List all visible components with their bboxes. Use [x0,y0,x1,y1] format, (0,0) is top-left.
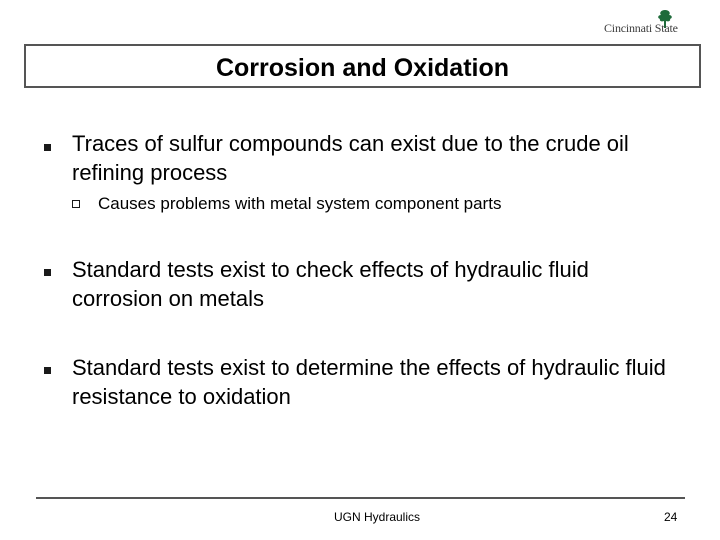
cincinnati-state-logo [604,8,688,38]
bullet-text: Standard tests exist to determine the effects of hydraulic fluid resistance to oxidation [72,355,666,409]
bullet-text: Traces of sulfur compounds can exist due to the crude oil refining process [72,131,629,185]
footer-rule [36,497,685,499]
bullet-text: Standard tests exist to check effects of hydraulic fluid corrosion on metals [72,257,589,311]
page-number: 24 [664,510,678,524]
logo-text: Cincinnati State [604,21,678,35]
sub-bullet-hollow-square-icon [72,200,80,208]
footer-course: UGN Hydraulics [334,510,421,524]
bullet-square-icon [44,269,51,276]
bullet-square-icon [44,144,51,151]
slide-title: Corrosion and Oxidation [215,54,510,82]
sub-bullet-text: Causes problems with metal system component parts [98,194,502,213]
title-box [24,44,701,88]
bullet-square-icon [44,367,51,374]
